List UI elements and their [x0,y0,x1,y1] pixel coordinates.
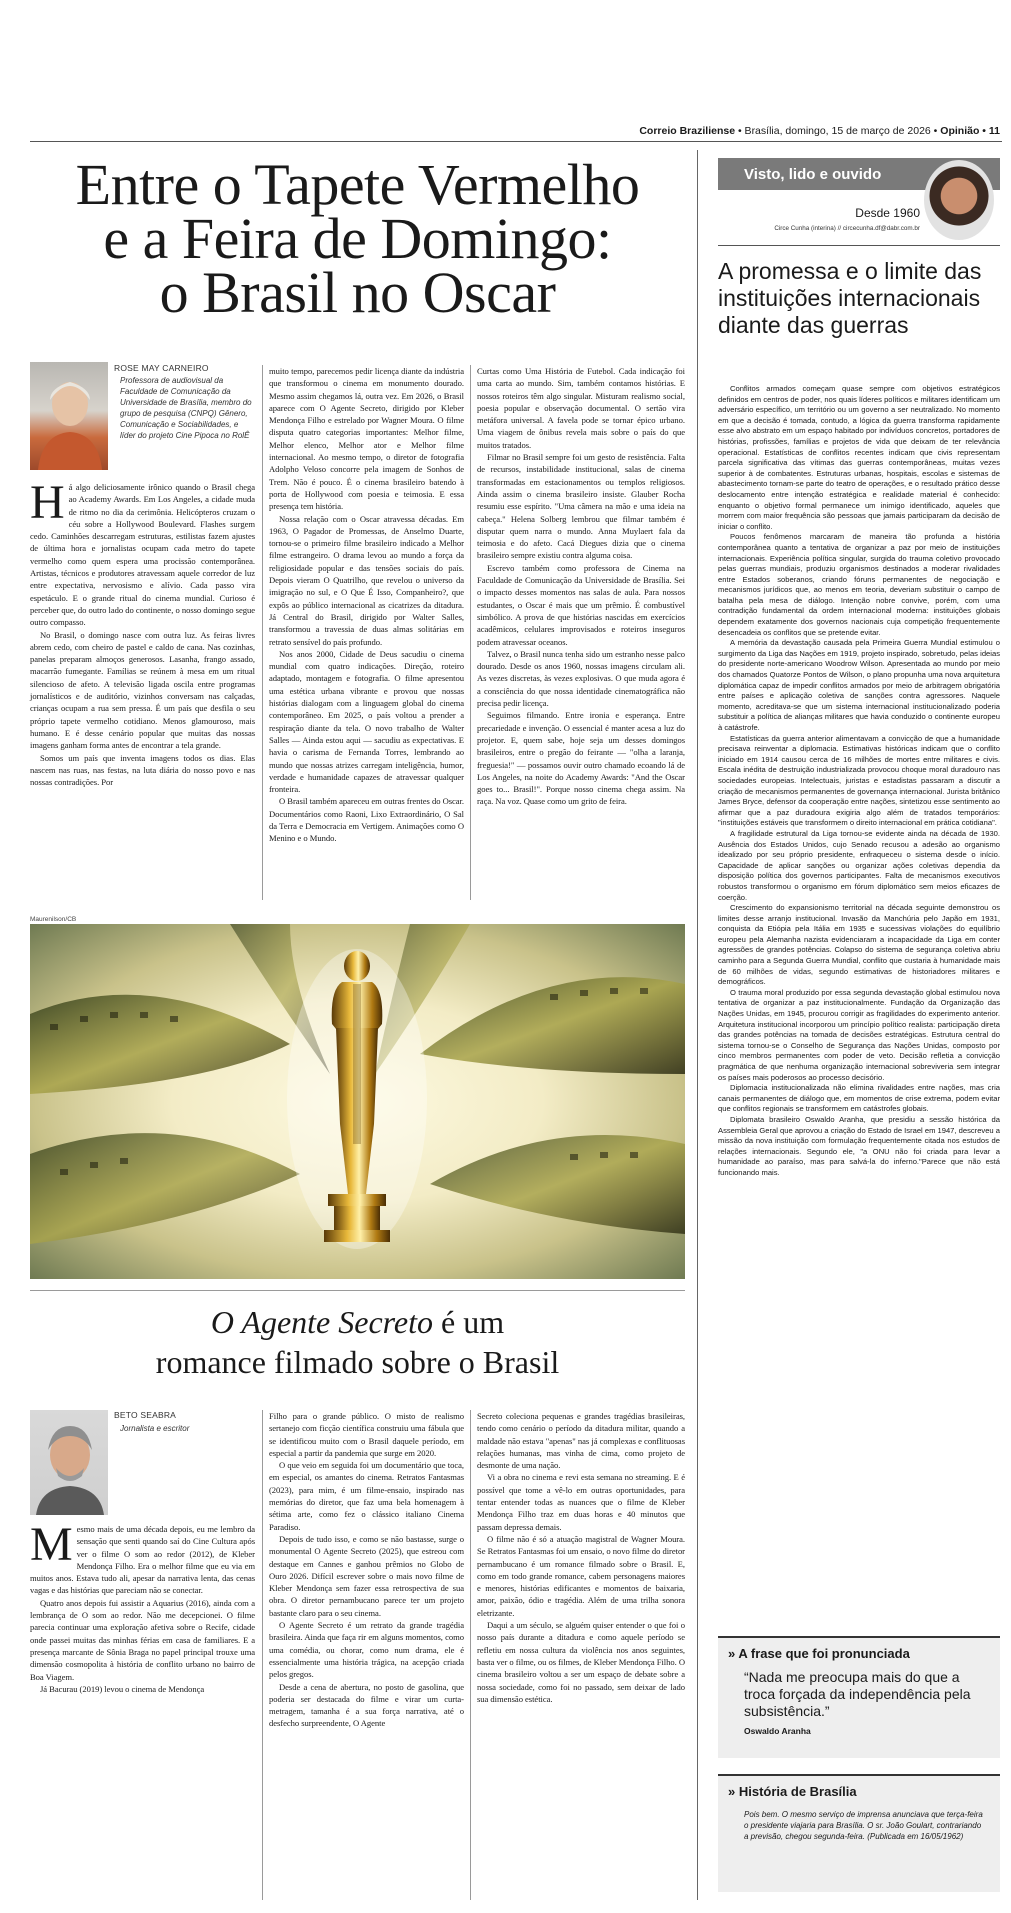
paragraph: esmo mais de uma década depois, eu me lembro da sensação que senti quando saí do Cine Cultura após ver o filme O som ao redor (2012), de Kleber Mendonça Filho. Era o melhor filme que eu via em muitos anos. Estava tudo ali, apesar da narrativa lenta, das cenas vagas e das histórias que pareciam não se conectar. [30,1524,255,1596]
column-divider [262,1410,263,1900]
quote-box-header [728,1646,990,1661]
drop-cap: M [30,1518,73,1571]
second-headline-text: é um [441,1304,505,1340]
dateline: • Brasília, domingo, 15 de março de 2026 • [737,125,938,137]
drop-cap: H [30,476,65,529]
author-portrait-svg [30,362,108,470]
masthead-rule [30,141,1002,142]
section-divider [30,1290,685,1291]
sidebar-divider [697,150,698,1900]
paragraph: Escrevo também como professora de Cinema na Faculdade de Comunicação da Universidade de Brasília. Sei o impacto desses momentos nas salas de aula. Para nossos estudantes, o Oscar é mais que um prêmio. É combustível simbólico. A prova de que histórias nascidas em exercícios acadêmicos, celulares improvisados e roteiros inseguros podem atravessar oceanos. [477,562,685,647]
main-article-column-3 [477,365,685,808]
paragraph: O Agente Secreto é um retrato da grande tragédia brasileira. Ainda que faça rir em alguns momentos, como uma comédia, ou chorar, como num drama, ele é essencialmente uma história trágica, na acepção criada pelos gregos. [269,1620,464,1680]
paragraph: Crescimento do expansionismo territorial na década seguinte demonstrou os limites desse arranjo institucional. Invasão da Manchúria pelo Japão em 1931, conquista da Etiópia pela Itália em 1935 e sucessivas violações do equilíbrio europeu pela Alemanha nazista evidenciaram a incapacidade da Liga em conter agressões de grandes potências. Colapso do sistema de segurança coletiva abriu caminho para a Segunda Guerra Mundial, conflito que custaria à humanidade mais de 60 milhões de vidas, segundo estimativas de historiadores militares e demográficos. [718,903,1000,987]
author-name: BETO SEABRA [114,1410,177,1420]
quote-author: Oswaldo Aranha [744,1726,811,1736]
author-portrait-svg [30,1410,108,1515]
chevron-right-icon: » [728,1646,736,1661]
oscar-artwork-svg [30,924,685,1279]
column-divider [262,365,263,900]
sidebar-article-title: A promessa e o limite das instituições internacionais diante das guerras [718,258,982,338]
sidebar-header-rule [718,245,1000,246]
paragraph: Depois de tudo isso, e como se não bastasse, surge o monumental O Agente Secreto (2025), que estreou com destaque em Cannes e ganhou prêmios no Globo de Ouro 2026. Difícil escrever sobre o mais novo filme de Kleber Mendonça sem fazer essa retrospectiva de sua obra. O diretor pernambucano parece ter um projeto bastante claro para o seu cinema. [269,1533,464,1618]
paragraph: Secreto coleciona pequenas e grandes tragédias brasileiras, tendo como cenário o período da ditadura militar, quando a maldade não estava "apenas" nas já complexas e conflituosas relações humanas, mas vinha de cima, como projeto de desmonte de uma nação. [477,1411,685,1471]
paper-name: Correio Braziliense [639,125,736,137]
second-headline-line-2: romance filmado sobre o Brasil [155,1344,560,1380]
paragraph: Estatísticas da guerra anterior alimentavam a convicção de que a humanidade precisava reinventar a diplomacia. Estimativas históricas indicam que o conflito iniciado em 1914 causou cerca de 16 milhões de mortes entre militares e civis. Escala inédita de destruição industrializada provocou choque moral duradouro nas sociedades europeias. Intelectuais, juristas e estadistas passaram a discutir a criação de mecanismos permanentes de governança internacional. Jurista britânico James Bryce, defensor da cooperação entre nações, sintetizou esse sentimento ao afirmar que a paz duradoura exigiria algo além de tratados temporários: "instituições estáveis que transformem o direito internacional em prática cotidiana". [718,733,1000,828]
paragraph: Nossa relação com o Oscar atravessa décadas. Em 1963, O Pagador de Promessas, de Anselmo Duarte, tornou-se o primeiro filme brasileiro indicado a Melhor filme estrangeiro. O drama levou ao mundo a força da religiosidade popular e das tensões sociais do país. Depois vieram O Quatrilho, que revelou o universo da imigração no sul, e O Que É Isso, Companheiro?, que expôs ao público internacional as cicatrizes da ditadura. Já Central do Brasil, dirigido por Walter Salles, transformou a travessia de duas almas solitárias em retrato sensível do país profundo. [269,513,464,647]
second-article-column-1 [30,1518,255,1695]
headline-line-3: o Brasil no Oscar [159,260,556,325]
headline-line-2: e a Feira de Domingo: [103,206,612,271]
author-bio: Jornalista e escritor [120,1424,190,1433]
second-article-column-3 [477,1410,685,1705]
photo-credit: Maurenilson/CB [30,916,77,923]
paragraph: A memória da devastação causada pela Primeira Guerra Mundial estimulou o surgimento da Liga das Nações em 1919, projeto inspirado, sobretudo, pelas ideias do presidente norte-americano Woodrow Wilson. Apresentada ao mundo por meio dos chamados Quatorze Pontos de Wilson, o plano propunha uma nova arquitetura diplomática capaz de impedir conflitos armados por meio de arbitragem obrigatória entre países e aplicação coletiva de sanções contra agressores. Naquele momento, acreditava-se que um sistema internacional institucionalizado poderia substituir a política de alianças militares que havia conduzido o continente europeu à catástrofe. [718,638,1000,732]
main-article-column-2 [269,365,464,845]
paragraph: Já Bacurau (2019) levou o cinema de Mendonça [40,1683,205,1694]
paragraph: O que veio em seguida foi um documentário que toca, em especial, os amantes do cinema. Retratos Fantasmas (2023), para mim, é um filme-ensaio, inspirado nas memórias do diretor, que faz uma bela homenagem à sétima arte, como fez o clássico italiano Cinema Paradiso. [269,1460,464,1532]
author-bio: Professora de audiovisual da Faculdade de Comunicação da Universidade de Brasília, membro do grupo de pesquisa (CNPQ) Gênero, Comunicação e Sociabilidades, e líder do projeto Cine Pipoca no RolÊ [120,376,252,440]
paragraph: Somos um país que inventa imagens todos os dias. Elas nascem nas ruas, nas festas, na luta diária do nosso povo e nas nossas contradições. Por [30,752,255,788]
paragraph: O Brasil também apareceu em outras frentes do Oscar. Documentários como Raoni, Lixo Extraordinário, O Sal da Terra e Democracia em Vertigem. Animações como O Menino e o Mundo. [269,796,464,844]
paragraph: muito tempo, parecemos pedir licença diante da indústria que transformou o cinema em monumento dourado. Mesmo assim chegamos lá, outra vez. Em 2026, o Brasil aparece com O Agente Secreto, dirigido por Kleber Mendonça Filho e estrelado por Wagner Moura. O filme disputa quatro categorias importantes: Melhor filme, Melhor elenco, Melhor ator e Melhor filme internacional. Ao mesmo tempo, o diretor de fotografia Adolpho Veloso concorre pela imagem de Sonhos de Trem. Não é pouco. É o cinema brasileiro batendo à porta de Hollywood com poesia e teimosia. E essa presença tem história. [269,366,464,512]
main-headline [30,152,685,325]
author-contact: Circe Cunha (interina) // circecunha.df@dabr.com.br [774,225,920,232]
paragraph: O filme não é só a atuação magistral de Wagner Moura. Se Retratos Fantasmas foi um ensaio, o novo filme do diretor pernambucano é um romance filmado sobre o Brasil. E, como em todo grande romance, cabem personagens maiores e menores, histórias edificantes e momentos de baixaria, amor, paixão, ódio e tragédia. Além de uma trilha sonora eletrizante. [477,1533,685,1618]
second-headline-line-1 [30,1302,685,1342]
column-divider [470,1410,471,1900]
column-divider [470,365,471,900]
sidebar-article-body [718,384,1000,1179]
author-name: ROSE MAY CARNEIRO [114,363,209,373]
second-headline [30,1302,685,1382]
history-text: Pois bem. O mesmo serviço de imprensa anunciava que terça-feira o presidente viajaria para Brasília. O sr. João Goulart, contrariando a previsão, chegou segunda-feira. (Publicada em 16/05/1962) [744,1810,983,1841]
paragraph: Quatro anos depois fui assistir a Aquarius (2016), ainda com a lembrança de O som ao redor. Não me decepcionei. O filme parecia continuar uma exploração afetiva sobre o Recife, cidade onde passei muitas das minhas férias em casa de familiares. E a presença marcante de Sônia Braga no papel principal trouxe uma dimensão cosmopolita à história de conflito urbano no bairro de Boa Viagem. [30,1597,255,1682]
headline-line-1: Entre o Tapete Vermelho [75,152,640,217]
since-label: Desde 1960 [855,206,920,220]
oscar-illustration [30,924,685,1279]
author-photo [30,362,108,470]
paragraph: Conflitos armados começam quase sempre com objetivos estratégicos definidos em centros de poder, nos quais líderes políticos e militares identificam um adversário específico, um território ou um governo a ser neutralizado. No momento em que a decisão é tomada, contudo, a lógica da guerra transforma rapidamente esse alvo abstrato em um espaço habitado por indivíduos concretos, portadores de histórias, profissões, famílias e projetos de vida que deixam de ter relevância operacional. Estatísticas de conflitos recentes indicam que civis representam parcela significativa das vítimas das guerras contemporâneas, muitas vezes superior à de combatentes. Estruturas urbanas, hospitais, escolas e sistemas de abastecimento tornam-se parte do teatro de operações, e o resultado prático desse deslocamento entre intenção estratégica e realidade material é conhecido: enquanto o objetivo formal permanece um inimigo identificado, aqueles que morrem com maior frequência são pessoas que jamais participaram da decisão de iniciar o conflito. [718,384,1000,531]
history-box-heading: História de Brasília [738,1784,857,1799]
quote-box-heading: A frase que foi pronunciada [738,1646,910,1661]
paragraph: Curtas como Uma História de Futebol. Cada indicação foi uma carta ao mundo. Sim, também contamos histórias. E nossos roteiros têm algo singular. Misturam realismo social, poesia popular e observação documental. O sertão vira metáfora universal. A favela pode se tornar épico urbano. Uma viagem de ônibus revela mais sobre o país do que muitos tratados. [477,366,685,450]
paragraph: Diplomacia institucionalizada não elimina rivalidades entre nações, mas cria canais permanentes de diálogo que, em momentos de crise extrema, podem evitar que conflitos regionais se transformem em catástrofes globais. [718,1083,1000,1114]
paragraph: Diplomata brasileiro Oswaldo Aranha, que presidiu a sessão histórica da Assembleia Geral que aprovou a criação do Estado de Israel em 1947, descreveu a missão da nova instituição com formulação frequentemente citada nos estudos de relações internacionais. Segundo ele, "a ONU não foi criada para levar a humanidade ao paraíso, mas para salvá-la do inferno."Parece que não está funcionando mais. [718,1114,1000,1177]
section-name: Opinião [940,125,980,137]
paragraph: Vi a obra no cinema e revi esta semana no streaming. E é possível que tome a vê-lo em outras oportunidades, para tentar entender todas as nuances que o filme de Kleber Mendonça Filho traz em duas horas e 40 minutos que passam depressa demais. [477,1472,685,1532]
paragraph: Desde a cena de abertura, no posto de gasolina, que poderia ser destacada do filme e virar um curta-metragem, tamanha é a sua força narrativa, até o desfecho surpreendente, O Agente [269,1681,464,1729]
chevron-right-icon: » [728,1784,736,1799]
main-article-column-1 [30,476,255,788]
paragraph: O trauma moral produzido por essa segunda devastação global estimulou nova tentativa de organizar a paz institucionalmente. Fundação da Organização das Nações Unidas, em 1945, procurou corrigir as fragilidades do experimento anterior. Arquitetura institucional incorporou um princípio político realista: participação direta das grandes potências na tomada de decisões estratégicas. Estrutura central do sistema tornou-se o Conselho de Segurança das Nações Unidas, composto por cinco membros permanentes com poder de veto. Decisão refletia a convicção pragmática de que nenhuma organização internacional sobreviveria sem integrar os países mais poderosos ao processo decisório. [718,987,1000,1082]
paragraph: Poucos fenômenos marcaram de maneira tão profunda a história contemporânea quanto a tentativa de organizar a paz por meio de instituições internacionais. Experiência política singular, surgida do trauma coletivo provocado pelas guerras mundiais, produziu organismos destinados a moderar rivalidades entre Estados soberanos, criando fóruns permanentes de negociação e mecanismos jurídicos que, ao menos em teoria, deveriam substituir o campo de batalha pela mesa de diálogo. Intenção nobre convive, porém, com uma contradição fundamental da ordem internacional moderna: instituições globais dependem exatamente dos governos nacionais cuja competição frequentemente desencadeia os conflitos que se pretende evitar. [718,532,1000,637]
film-title: O Agente Secreto [210,1304,434,1340]
paragraph: á algo deliciosamente irônico quando o Brasil chega ao Academy Awards. Em Los Angeles, a cidade muda de ritmo no dia da cerimônia. Helicópteros cruzam o céu sobre a Hollywood Boulevard. Flashes surgem cedo. Caminhões descarregam estruturas, estilistas fazem ajustes de última hora e jornalistas ocupam cada metro do tapete vermelho como quem espera uma procissão contemporânea. Artistas, técnicos e produtores atravessam aquele corredor de luz entre expectativa, nervosismo e alívio. Cada passo vira espetáculo. E o grande ritual do cinema mundial. Curioso é perceber que, do outro lado do continente, o nosso domingo segue outro compasso. [30,482,255,628]
paragraph: Seguimos filmando. Entre ironia e esperança. Entre precariedade e invenção. O essencial é manter acesa a luz do projetor. E, quem sabe, hoje seja um desses domingos brasileiros, entre o pregão do feirante — "olha a laranja, freguesia!" — possamos ouvir outro chamado ecoando lá de Los Angeles, na noite do Academy Awards: "And the Oscar goes to... Brasil!". Porque nosso cinema chega assim. Na raça. Na voz. Quase como um grito de feira. [477,710,685,807]
quote-text: “Nada me preocupa mais do que a troca forçada da independência pela subsistência.” [744,1669,971,1719]
history-box [718,1774,1000,1892]
columnist-photo [924,160,994,240]
paragraph: Talvez, o Brasil nunca tenha sido um estranho nesse palco dourado. Desde os anos 1960, nossas imagens circulam ali. As vezes discretas, às vezes explosivas. O que muda agora é a consciência do que nossa identidade cinematográfica não precisa pedir licença. [477,648,685,709]
column-name: Visto, lido e ouvido [744,165,882,183]
paragraph: Filho para o grande público. O misto de realismo sertanejo com ficção científica construiu uma fábula que se identificou muito com o Brasil daquele período, em especial a partir da pandemia que surge em 2020. [269,1411,464,1458]
masthead [610,125,1000,137]
paragraph: Nos anos 2000, Cidade de Deus sacudiu o cinema mundial com quatro indicações. Direção, roteiro adaptado, montagem e fotografia. O filme apresentou uma estética urbana vibrante e provou que nossas histórias dialogam com a linguagem global do cinema contemporâneo. Em 2025, o país voltou a prender a respiração diante da tela. O novo trabalho de Walter Salles — Ainda estou aqui — sacudiu as expectativas. E havia o carisma de Fernanda Torres, lembrando ao mundo que nossas atrizes carregam inteligência, humor, verdade e humanidade capazes de atravessar qualquer fronteira. [269,648,464,795]
second-article-column-2 [269,1410,464,1730]
paragraph: Filmar no Brasil sempre foi um gesto de resistência. Falta de recursos, instabilidade institucional, salas de cinema transformadas em estacionamentos ou templos religiosos. Ainda assim o cinema brasileiro insiste. Glauber Rocha resumiu esse espírito. "Uma câmera na mão e uma ideia na cabeça." Helena Solberg lembrou que filmar também é disputar quem narra o mundo. Anna Muylaert fala da teimosia e do afeto. Cacá Diegues dizia que o cinema brasileiro sempre existiu contra alguma coisa. [477,452,685,561]
history-box-header [728,1784,990,1799]
author-photo [30,1410,108,1515]
paragraph: A fragilidade estrutural da Liga tornou-se evidente ainda na década de 1930. Ausência dos Estados Unidos, cujo Senado recusou a adesão ao organismo idealizado por seu próprio presidente, enfraqueceu o sistema desde o início. Capacidade de aplicar sanções ou organizar ações coletivas dependia da disposição política dos governos participantes. Falta de mecanismos executivos robustos transformou o organismo em fórum diplomático sem meios eficazes de coerção. [718,828,1000,902]
paragraph: No Brasil, o domingo nasce com outra luz. As feiras livres abrem cedo, com cheiro de pastel e caldo de cana. Nas cozinhas, panelas preparam almoços generosos. Lasanha, frango assado, macarrão fumegante. Famílias se reúnem à mesa em um ritual silencioso de afeto. A televisão ligada oscila entre programas jornalísticos e de auditório, vizinhos conversam nas calçadas, crianças ocupam a rua sem pressa. É um país que desfila o seu próprio tapete vermelho cotidiano. Menos glamouroso, mais humano. E é desse cenário popular que muitas das nossas imagens ganham forma antes de encontrar a tela grande. [30,629,255,751]
quote-box [718,1636,1000,1758]
page-number: • 11 [982,125,1000,137]
paragraph: Daqui a um século, se alguém quiser entender o que foi o nosso país durante a ditadura e como aquele período se refletiu em nossa cultura da violência nos anos seguintes, basta ver o filme, ou os filmes, de Kleber Mendonça Filho. O cinema brasileiro voltou a ser um espaço de debate sobre a nossa sociedade, como foi no passado, sem deixar de lado sua dimensão estética. [477,1620,685,1704]
